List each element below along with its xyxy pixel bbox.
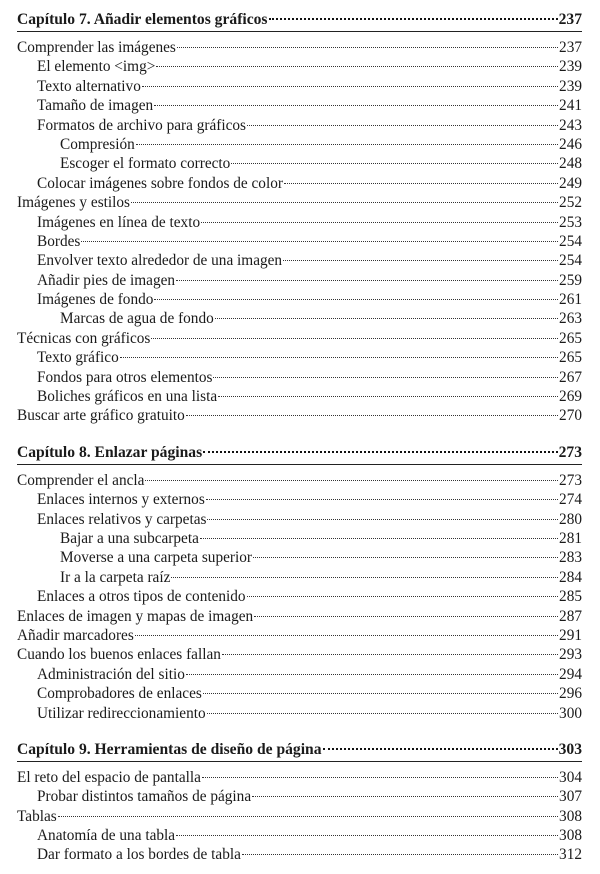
page-number: 281 [559,529,582,547]
toc-entry[interactable] [17,471,582,490]
toc-entry[interactable] [17,768,582,787]
chapter-section [17,10,582,426]
toc-entry[interactable] [17,290,582,309]
page-number: 267 [559,368,582,386]
toc-entry[interactable] [17,607,582,626]
page-number: 261 [559,291,582,309]
leader-dots [254,615,558,617]
entry-title: Comprender las imágenes [17,39,176,56]
page-number: 273 [558,443,582,461]
toc-entry[interactable] [17,387,582,406]
toc-entry[interactable] [17,154,582,173]
entry-title: Colocar imágenes sobre fondos de color [37,174,283,192]
page-number: 253 [559,213,582,231]
page-number: 265 [559,329,582,347]
page-number: 308 [559,807,582,825]
entry-title: Enlaces relativos y carpetas [37,510,207,528]
leader-dots [252,795,558,797]
entry-title: Enlaces a otros tipos de contenido [37,588,246,606]
entry-title: Formatos de archivo para gráficos [37,116,246,134]
page-number: 237 [559,39,582,56]
leader-dots [218,395,558,397]
entry-title: Enlaces de imagen y mapas de imagen [17,607,254,625]
leader-dots [207,712,558,714]
toc-entry[interactable] [17,510,582,529]
chapter-title: Capítulo 8. Enlazar páginas [17,443,203,461]
entry-title: Administración del sitio [37,665,185,683]
entry-title: Probar distintos tamaños de página [37,788,252,806]
leader-dots [269,17,558,20]
toc-entry[interactable] [17,787,582,806]
page-number: 304 [559,768,582,786]
leader-dots [156,65,558,67]
leader-dots [207,518,558,520]
page-number: 300 [559,704,582,722]
leader-dots [222,653,558,655]
leader-dots [203,450,557,453]
leader-dots [247,124,558,126]
entry-title: Dar formato a los bordes de tabla [37,846,241,864]
toc-entry[interactable] [17,587,582,606]
page-number: 265 [559,349,582,367]
page-number: 249 [559,174,582,192]
leader-dots [186,414,558,416]
leader-dots [135,634,558,636]
leader-dots [177,46,558,48]
page-number: 303 [558,740,582,758]
entry-title: Añadir pies de imagen [37,271,176,289]
entry-title: Texto alternativo [37,77,141,95]
entry-title: Bordes [37,232,81,250]
page-number: 237 [558,11,582,28]
entry-title: Envolver texto alrededor de una imagen [37,252,283,270]
leader-dots [120,356,558,358]
entry-title: Añadir marcadores [17,626,134,644]
page-number: 291 [559,626,582,644]
page-number: 273 [559,471,582,489]
leader-dots [253,556,558,558]
leader-dots [154,298,558,300]
toc-entry[interactable] [17,96,582,115]
entry-title: Fondos para otros elementos [37,368,213,386]
chapter-title: Capítulo 7. Añadir elementos gráficos [17,11,268,28]
page-number: 239 [559,58,582,76]
leader-dots [247,595,558,597]
page-number: 252 [559,194,582,212]
page-number: 263 [559,310,582,328]
page-number: 254 [559,232,582,250]
toc-entry[interactable] [17,213,582,232]
leader-dots [203,692,558,694]
chapter-section [17,740,582,865]
entry-title: Texto gráfico [37,349,119,367]
page-number: 274 [559,491,582,509]
toc-entry[interactable] [17,174,582,193]
entry-title: Comprender el ancla [17,471,145,489]
page-number: 283 [559,549,582,567]
page-number: 284 [559,568,582,586]
toc-entry[interactable] [17,251,582,270]
entry-title: Boliches gráficos en una lista [37,388,218,406]
entry-title: Tablas [17,807,57,825]
chapter-heading[interactable] [17,740,582,762]
entry-title: Bajar a una subcarpeta [60,529,199,547]
leader-dots [201,221,558,223]
toc-entry[interactable] [17,548,582,567]
toc-entry[interactable] [17,645,582,664]
toc-entry[interactable] [17,329,582,348]
leader-dots [284,182,558,184]
toc-entry[interactable] [17,193,582,212]
toc-entry[interactable] [17,368,582,387]
entry-title: Tamaño de imagen [37,97,154,115]
page-number: 296 [559,685,582,703]
leader-dots [215,317,558,319]
leader-dots [58,815,558,817]
leader-dots [283,259,558,261]
leader-dots [151,337,558,339]
entry-title: Escoger el formato correcto [60,155,231,173]
entry-title: Buscar arte gráfico gratuito [17,407,185,425]
leader-dots [186,673,558,675]
toc-entry[interactable] [17,348,582,367]
page-number: 254 [559,252,582,270]
leader-dots [171,576,558,578]
entry-title: Cuando los buenos enlaces fallan [17,646,221,664]
toc-entry[interactable] [17,406,582,425]
leader-dots [176,279,558,281]
toc-entry[interactable] [17,116,582,135]
page-number: 293 [559,646,582,664]
toc-entry[interactable] [17,704,582,723]
page-number: 294 [559,665,582,683]
entry-title: El reto del espacio de pantalla [17,768,201,786]
page-number: 246 [559,135,582,153]
toc-entry[interactable] [17,135,582,154]
page-number: 287 [559,607,582,625]
page-number: 269 [559,388,582,406]
entry-title: Comprobadores de enlaces [37,685,202,703]
page-number: 239 [559,77,582,95]
chapter-section [17,443,582,723]
toc-entry[interactable] [17,57,582,76]
chapter-heading[interactable] [17,10,582,32]
toc-entry[interactable] [17,845,582,864]
entry-title: Utilizar redireccionamiento [37,704,206,722]
toc-entry[interactable] [17,77,582,96]
entry-title: Imágenes y estilos [17,194,131,212]
page-number: 307 [559,788,582,806]
leader-dots [206,498,558,500]
entry-title: El elemento <img> [37,58,156,76]
page-number: 308 [559,827,582,845]
page-number: 243 [559,116,582,134]
leader-dots [81,240,558,242]
toc-entry[interactable] [17,807,582,826]
page-number: 280 [559,510,582,528]
leader-dots [200,537,558,539]
chapter-heading[interactable] [17,443,582,465]
leader-dots [136,143,558,145]
leader-dots [231,162,558,164]
leader-dots [142,85,558,87]
leader-dots [323,747,558,750]
page-number: 270 [559,407,582,425]
toc-entry[interactable] [17,232,582,251]
leader-dots [131,201,558,203]
page-number: 285 [559,588,582,606]
toc-entry[interactable] [17,568,582,587]
toc-entry[interactable] [17,529,582,548]
entry-title: Imágenes de fondo [37,291,154,309]
entry-title: Marcas de agua de fondo [60,310,214,328]
chapter-title: Capítulo 9. Herramientas de diseño de página [17,740,322,758]
entry-title: Imágenes en línea de texto [37,213,201,231]
entry-title: Técnicas con gráficos [17,329,151,347]
leader-dots [154,104,558,106]
leader-dots [242,853,558,855]
page-number: 259 [559,271,582,289]
page-number: 241 [559,97,582,115]
toc-entry[interactable] [17,684,582,703]
entry-title: Moverse a una carpeta superior [60,549,252,567]
entry-title: Anatomía de una tabla [37,827,176,845]
toc-entry[interactable] [17,826,582,845]
leader-dots [145,479,558,481]
leader-dots [202,776,558,778]
table-of-contents [17,10,582,865]
toc-entry[interactable] [17,626,582,645]
toc-entry[interactable] [17,309,582,328]
entry-title: Compresión [60,135,135,153]
leader-dots [213,376,558,378]
entry-title: Ir a la carpeta raíz [60,568,171,586]
toc-entry[interactable] [17,665,582,684]
toc-entry[interactable] [17,38,582,57]
entry-title: Enlaces internos y externos [37,491,205,509]
toc-entry[interactable] [17,271,582,290]
page-number: 312 [559,846,582,864]
leader-dots [176,834,558,836]
page-number: 248 [559,155,582,173]
toc-entry[interactable] [17,490,582,509]
